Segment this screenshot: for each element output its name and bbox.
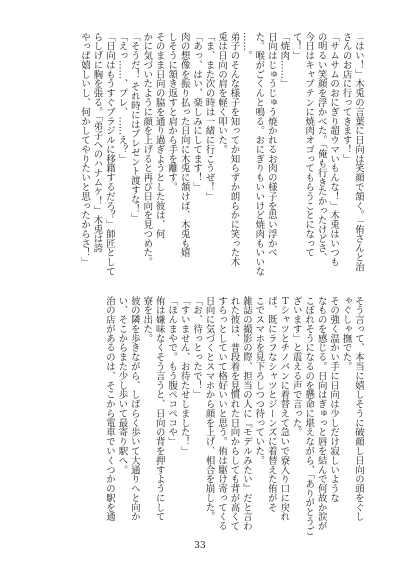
text-column: 日向に気づくとスマホから顔を上げ、相合を崩した。 (203, 296, 215, 522)
text-column: 兎は日向の肩を軽く叩いた。 (216, 32, 228, 155)
text-column: 弟子のそんな様子を知ってか知らずか朗らかに笑った木 (228, 32, 240, 267)
text-column: そのまま日向の脇を通り過ぎようとした彼は、何 (153, 32, 165, 239)
text-column: 雑誌の撮影の際、担当の人に『モデルみたい』だと言わ (240, 296, 252, 531)
text-column: らしげに胸を張る。「弟子へのハナムケ！」木兎は誇 (91, 32, 103, 253)
text-column: その強く温かい手に日向は少しだけ寂しいような (328, 296, 340, 503)
text-column: ざいます」と震える声で言った。 (290, 296, 302, 437)
text-column: 「すいません、お待たせしました！」 (178, 296, 190, 456)
text-column: 「ほんまやで。もう腹ペコペコや」 (166, 296, 178, 447)
text-column: 「焼肉……」 (278, 32, 290, 89)
text-column: かに気づいたように顔を上げると再び日向を見つめた。 (141, 32, 153, 267)
text-column: 「はい！」木兎の言葉に日向は笑顔で頷く。「侑さんと治 (353, 32, 364, 272)
text-column: て！」 (290, 32, 302, 61)
upper-text-block (34, 32, 364, 284)
text-column: 「サムサムのおにぎり超ウマいもんな！」木兎はいつも (328, 32, 340, 267)
text-column: Ｔシャツとチノパンに着替えて急いで寮入り口に戻れ (278, 296, 290, 522)
text-column: 今日はキャプテンに焼肉オゴってもらうことになって (303, 32, 315, 258)
text-column: い、そこからまた少し歩いて最寄り駅へ。 (116, 296, 128, 475)
text-column: ゃぐしゃ撫でた。 (340, 296, 352, 372)
text-column: 「日向はもうすぐブラジルに移籍するだろ？」師匠として (103, 32, 115, 277)
lower-text-block (34, 296, 364, 536)
text-column: 「お、待っとったで！」 (191, 296, 203, 400)
text-column: の明るい笑顔を浮かべた。「俺も行きたかったけどさ、 (315, 32, 327, 263)
text-column: 日向はじゅうじゅう焼かれるお肉の様子を思い浮かべ (265, 32, 277, 258)
text-column: そう言って、本当に嬉しそうに破顔し日向の頭をぐし (353, 296, 364, 522)
text-column: さんのお店に行ってきます！」 (340, 32, 352, 164)
text-column: ば、既にラフなシャツとジーンズに着替えた侑がそ (265, 296, 277, 512)
text-column: 侑は嫌味なくそう言うと、日向の背を押すようにして (153, 296, 165, 522)
page-number: 33 (194, 541, 206, 551)
text-column: 寮を出た。 (141, 296, 153, 343)
text-column: 治の店があるのは、そこから電車でいくつかの駅を通 (103, 296, 115, 522)
text-column: すらっとしていて格好いいと思う。侑は駆け寄ってくる (216, 296, 228, 531)
text-column: 「そうだ！ それ時にはプレゼント渡すな！」 (128, 32, 140, 223)
text-column: やっぱ嬉しいし、何かしてやりたいと思ったからさ！」 (79, 32, 91, 267)
text-column: 「あっ、はい、楽しみにしてます！」 (191, 32, 203, 192)
text-column: れた彼は、普段着を見慣れた日向からしても背が高くて (228, 296, 240, 531)
text-column: こぼれそうになるのを懸命に堪えながら、「ありがとうご (303, 296, 315, 536)
text-column: こでスマホを見下ろしつつ待っていた。 (253, 296, 265, 466)
text-column: なものを感じる。日向はぎゅっと唇を結んで何故か涙が (315, 296, 327, 531)
text-column: た。喉がごくんと鳴る。おにぎりもいいけど焼肉もいいな (253, 32, 265, 277)
text-column: しそうに頷き返すと肩から手を離す。 (166, 32, 178, 192)
text-column: 肉の想像を振り払った日向に木兎に頷けば、木兎も嬉 (178, 32, 190, 258)
text-column: 「ま、また次の時は一緒に行こうぜ！」 (203, 32, 215, 202)
text-column: 「えっ……、プレ、……え？」 (116, 32, 128, 164)
text-column: ……。 (240, 32, 252, 61)
text-column: 彼の隣を歩きながら、しばらく歩いて大通りへと向か (128, 296, 140, 522)
